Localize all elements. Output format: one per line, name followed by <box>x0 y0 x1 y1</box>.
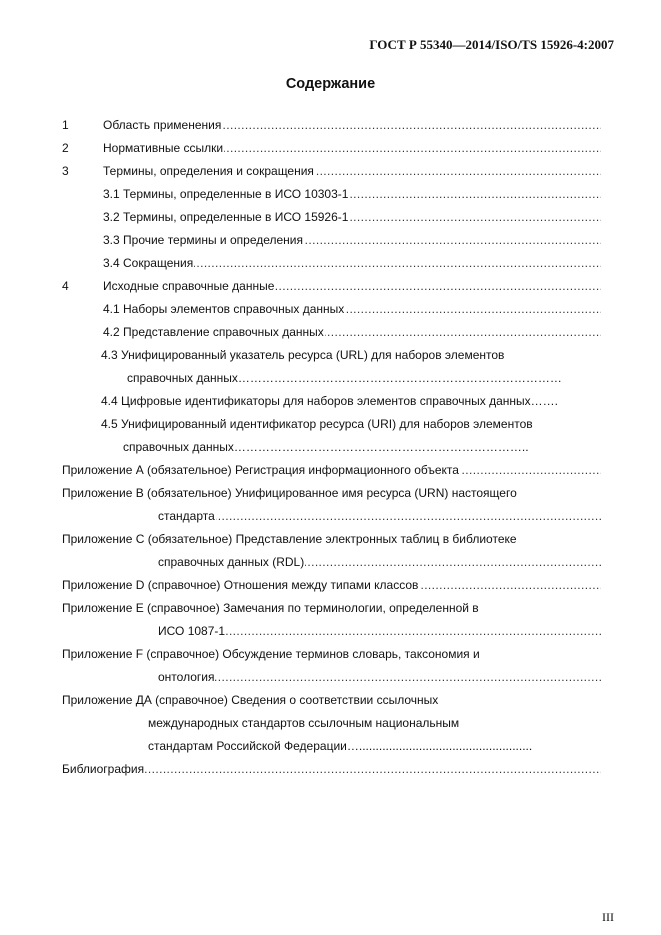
toc-appendix-b-cont[interactable]: ..... стандарта <box>158 507 601 525</box>
toc-appendix-c-cont[interactable]: ..... справочных данных (RDL) <box>158 553 601 571</box>
toc-entry-3-4[interactable]: ..... 3.4 Сокращения <box>103 254 601 272</box>
toc-entry-4[interactable]: ..... Исходные справочные данные <box>103 277 601 295</box>
page-title: Содержание <box>285 76 376 92</box>
toc-appendix-da[interactable]: Приложение ДА (справочное) Сведения о соответствии ссылочных <box>62 693 439 707</box>
toc-appendix-e[interactable]: Приложение Е (справочное) Замечания по терминологии, определенной в <box>62 601 479 615</box>
page-number: III <box>602 910 614 924</box>
toc-appendix-e-cont[interactable]: ..... ИСО 1087-1 <box>158 622 601 640</box>
toc-number: 1 <box>62 118 69 132</box>
toc-number: 3 <box>62 164 69 178</box>
toc-entry-3[interactable]: ..... Термины, определения и сокращения <box>103 162 601 180</box>
toc-number: 4 <box>62 279 69 293</box>
standard-header: ГОСТ Р 55340—2014/ISO/TS 15926-4:2007 <box>369 37 614 52</box>
toc-appendix-d[interactable]: ..... Приложение D (справочное) Отношения между типами классов <box>62 576 601 594</box>
toc-entry-3-1[interactable]: ..... 3.1 Термины, определенные в ИСО 10303-1 <box>103 185 601 203</box>
toc-appendix-c[interactable]: Приложение С (обязательное) Представление электронных таблиц в библиотеке <box>62 532 517 546</box>
toc-entry-4-2[interactable]: ..... 4.2 Представление справочных данных <box>103 323 601 341</box>
toc-entry-4-3[interactable]: 4.3 Унифицированный указатель ресурса (URL) для наборов элементов <box>101 348 505 362</box>
toc-entry-4-3-cont[interactable]: справочных данных……………………………………………………………………… <box>127 371 562 385</box>
toc-entry-4-5[interactable]: 4.5 Унифицированный идентификатор ресурса (URI) для наборов элементов <box>101 417 533 431</box>
toc-appendix-da-cont[interactable]: международных стандартов ссылочным национальным <box>148 716 460 730</box>
toc-entry-4-5-cont[interactable]: справочных данных……………………………………………………………….. <box>123 440 529 454</box>
toc-appendix-f-cont[interactable]: ..... онтология <box>158 668 601 686</box>
toc-entry-3-2[interactable]: ..... 3.2 Термины, определенные в ИСО 15926-1 <box>103 208 601 226</box>
toc-bibliography[interactable]: ..... Библиография <box>62 760 601 778</box>
toc-entry-3-3[interactable]: ..... 3.3 Прочие термины и определения <box>103 231 601 249</box>
toc-entry-2[interactable]: ..... Нормативные ссылки <box>103 139 601 157</box>
toc-entry-4-4[interactable]: 4.4 Цифровые идентификаторы для наборов элементов справочных данных……. <box>101 394 558 408</box>
toc-entry-4-1[interactable]: ..... 4.1 Наборы элементов справочных данных <box>103 300 601 318</box>
toc-appendix-f[interactable]: Приложение F (справочное) Обсуждение терминов словарь, таксономия и <box>62 647 480 661</box>
toc-number: 2 <box>62 141 69 155</box>
toc-appendix-a[interactable]: ..... Приложение А (обязательное) Регистрация информационного объекта <box>62 461 601 479</box>
toc-appendix-b[interactable]: Приложение В (обязательное) Унифицированное имя ресурса (URN) настоящего <box>62 486 517 500</box>
toc-appendix-da-cont2[interactable]: стандартам Российской Федерации….................................................... <box>148 739 533 753</box>
toc-entry-1[interactable]: ..... Область применения <box>103 116 601 134</box>
